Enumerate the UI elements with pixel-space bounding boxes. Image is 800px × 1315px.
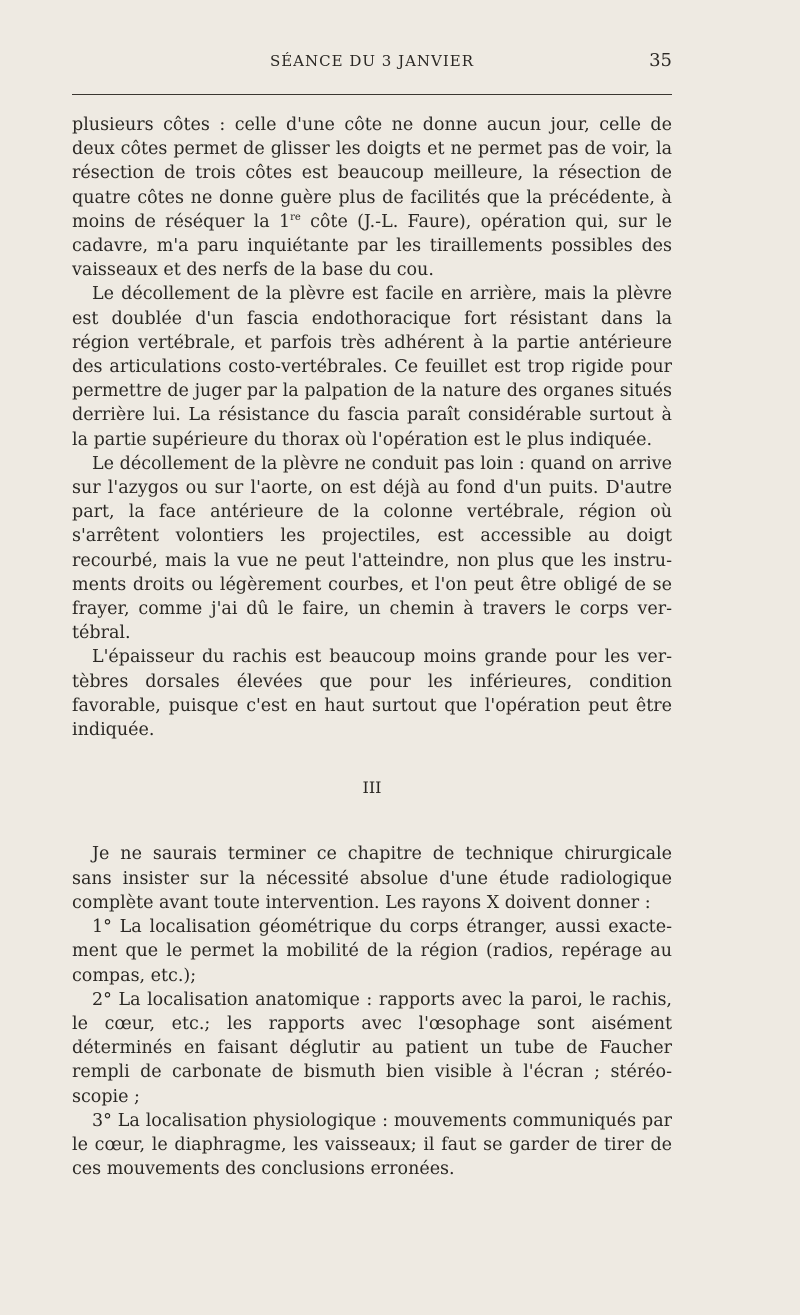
list-item: 1° La localisation géométrique du corps étranger, aussi exacte-ment que le permet la mobilité de la région (radios, repérage au compas, etc.); [72,917,672,986]
body-text [72,113,672,1181]
paragraph: plusieurs côtes : celle d'une côte ne donne aucun jour, celle de deux côtes permet de glisser les doigts et ne permet pas de voir, la résection de trois côtes est beaucoup meilleure, la résection de quatre côtes ne donne guère plus de facilités que la précédente, à moins de réséquer la 1re côte (J.-L. Faure), opération qui, sur le cadavre, m'a paru inquiétante par les tiraillements possibles des vaisseaux et des nerfs de la base du cou. [72,115,672,281]
section-number: III [362,778,382,798]
page-header [72,50,672,80]
superscript: re [290,211,301,223]
running-head: SÉANCE DU 3 JANVIER [269,52,475,70]
paragraph: Le décollement de la plèvre ne conduit pas loin : quand on arrive sur l'azygos ou sur l'aorte, on est déjà au fond d'un puits. D'autre part, la face antérieure de la colonne vertébrale, région où s'arrêtent volontiers les projectiles, est accessible au doigt recourbé, mais la vue ne peut l'atteindre, non plus que les instru-ments droits ou légèrement courbes, et l'on peut être obligé de se frayer, comme j'ai dû le faire, un chemin à travers le corps ver-tébral. [72,453,672,644]
list-item: 2° La localisation anatomique : rapports avec la paroi, le rachis, le cœur, etc.; les rapports avec l'œsophage sont aisément déterminés en faisant déglutir au patient un tube de Faucher rempli de carbonate de bismuth bien visible à l'écran ; stéréo-scopie ; [72,989,672,1107]
paragraph: Le décollement de la plèvre est facile en arrière, mais la plèvre est doublée d'un fascia endothoracique fort résistant dans la région vertébrale, et parfois très adhérent à la partie antérieure des articulations costo-vertébrales. Ce feuillet est trop rigide pour permettre de juger par la palpation de la nature des organes situés derrière lui. La résistance du fascia paraît considérable surtout à la partie supérieure du thorax où l'opération est le plus indiquée. [72,284,672,450]
paragraph: Je ne saurais terminer ce chapitre de technique chirurgicale sans insister sur la nécessité absolue d'une étude radiologique complète avant toute intervention. Les rayons X doivent donner : [72,844,672,913]
list-item: 3° La localisation physiologique : mouvements communiqués par le cœur, le diaphragme, les vaisseaux; il faut se garder de tirer de ces mouvements des conclusions erronées. [72,1110,672,1180]
page-number: 35 [649,50,672,71]
paragraph: L'épaisseur du rachis est beaucoup moins grande pour les ver-tèbres dorsales élevées que pour les inférieures, condition favorable, puisque c'est en haut surtout que l'opération peut être indiquée. [72,647,672,741]
header-rule [72,94,672,95]
